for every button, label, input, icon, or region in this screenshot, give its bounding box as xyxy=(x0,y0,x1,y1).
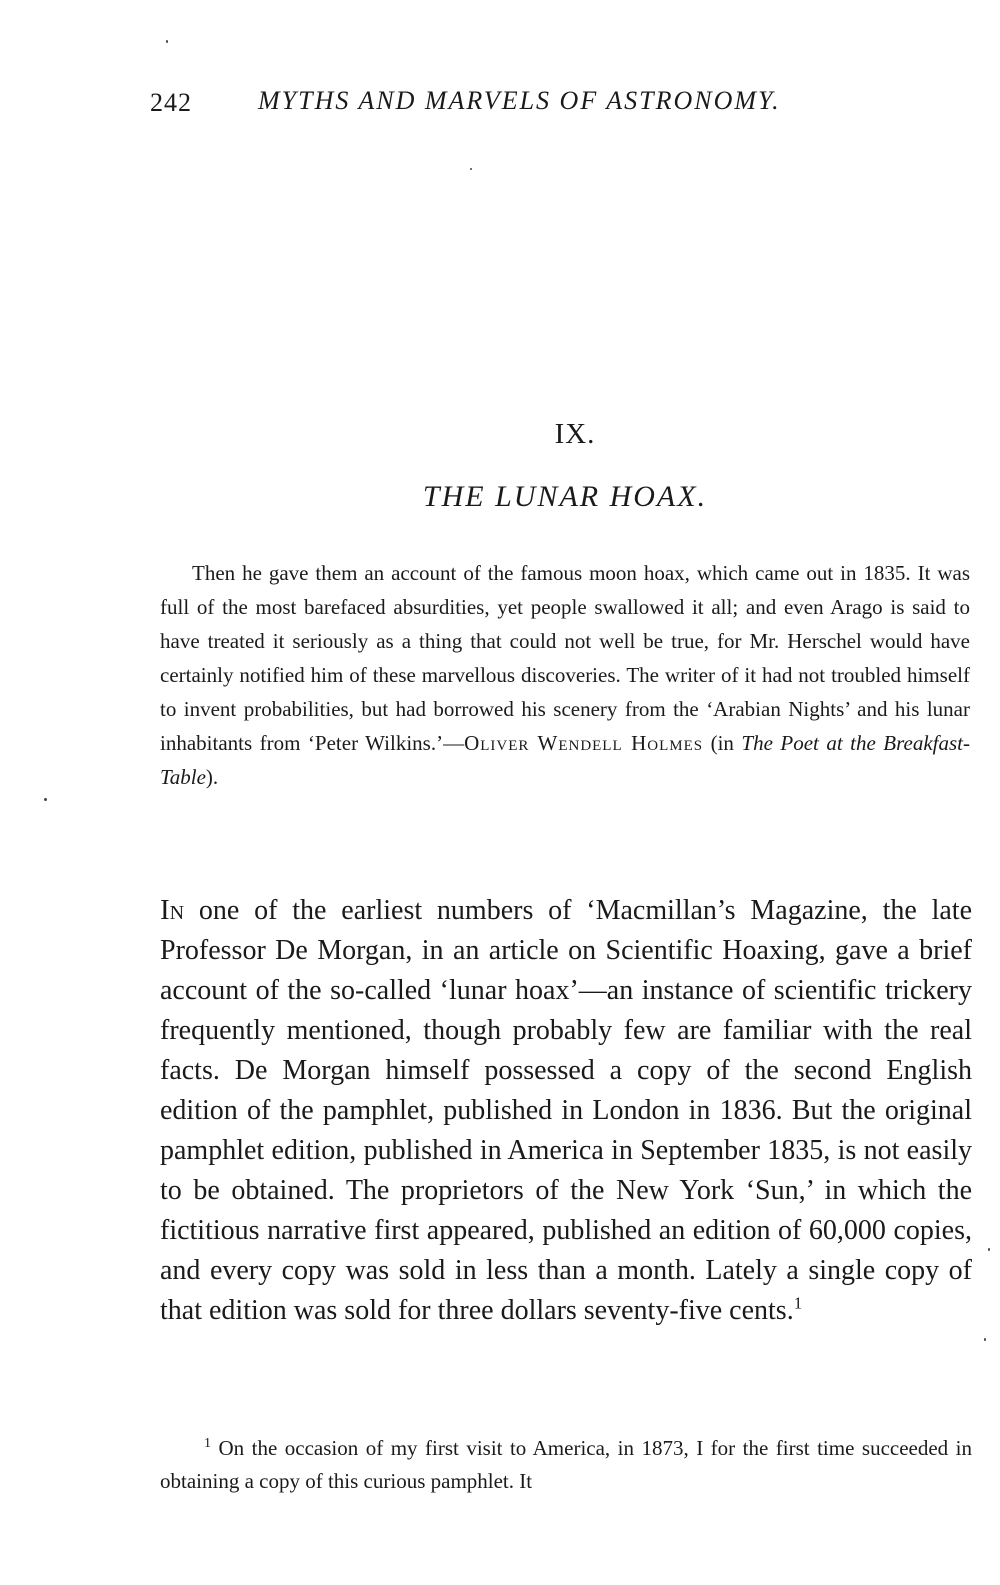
body-paragraph xyxy=(160,890,972,1331)
scan-speck xyxy=(470,168,472,170)
scan-speck xyxy=(44,798,47,801)
page-number: 242 xyxy=(150,88,192,117)
running-head xyxy=(150,86,890,122)
epigraph-source-suffix: ). xyxy=(205,765,219,789)
opening-word: In xyxy=(160,894,185,926)
epigraph-source-title: The Poet at the Breakfast-Table xyxy=(160,731,971,789)
scan-speck xyxy=(166,40,168,43)
epigraph-author: Oliver Wendell Holmes xyxy=(464,731,704,755)
body-paragraph-text: one of the earliest numbers of ‘Macmillan’s Magazine, the late Professor De Morgan, in an article on Scientific Hoaxing, gave a brief account of the so-called ‘lunar hoax’—an instance of scientific trickery frequently mentioned, though probably few are familiar with the real facts. De Morgan himself possessed a copy of the second English edition of the pamphlet, published in London in 1836. But the original pamphlet edition, published in America in September 1835, is not easily to be obtained. The proprietors of the New York ‘Sun,’ in which the fictitious narrative first appeared, published an edition of 60,000 copies, and every copy was sold in less than a month. Lately a single copy of that edition was sold for three dollars seventy-five cents. xyxy=(160,895,972,1326)
footnote-reference[interactable]: 1 xyxy=(793,1293,803,1313)
scan-speck xyxy=(988,1248,990,1251)
footnote xyxy=(160,1432,972,1498)
footnote-text: On the occasion of my first visit to America, in 1873, I for the first time succeeded in obtaining a copy of this curious pamphlet. It xyxy=(160,1436,972,1493)
running-title: MYTHS AND MARVELS OF ASTRONOMY. xyxy=(258,86,781,115)
chapter-number: IX. xyxy=(554,418,596,450)
footnote-marker: 1 xyxy=(204,1436,211,1451)
body-text xyxy=(160,890,972,1331)
footnote-paragraph xyxy=(160,1432,972,1498)
epigraph xyxy=(160,556,970,794)
epigraph-source-prefix: (in xyxy=(703,731,742,755)
epigraph-text: Then he gave them an account of the famous moon hoax, which came out in 1835. It was full of the most barefaced absurdities, yet people swallowed it all; and even Arago is said to have treated it seriously as a thing that could not well be true, for Mr. Herschel would have certainly notified him of these marvellous discoveries. The writer of it had not troubled himself to invent probabilities, but had borrowed his scenery from the ‘Arabian Nights’ and his lunar inhabitants from ‘Peter Wilkins.’— xyxy=(160,561,970,755)
scan-speck xyxy=(984,1338,986,1341)
chapter-title: THE LUNAR HOAX. xyxy=(422,480,708,513)
epigraph-paragraph xyxy=(160,556,970,794)
